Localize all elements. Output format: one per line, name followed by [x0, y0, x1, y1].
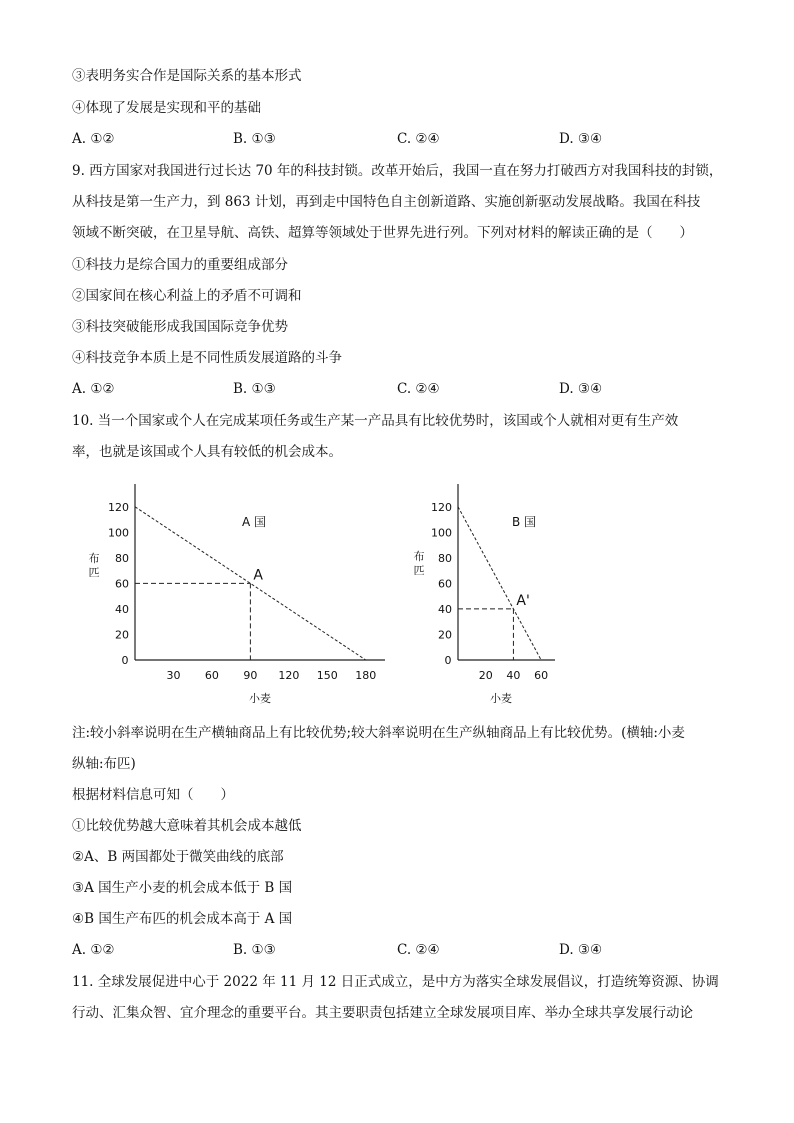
- q10-item-3: ③A 国生产小麦的机会成本低于 B 国: [72, 880, 293, 896]
- x-tick-label: 150: [316, 669, 338, 682]
- x-tick-label: 120: [278, 669, 300, 682]
- y-tick-label: 120: [108, 500, 129, 514]
- q9-item-2: ②国家间在核心利益上的矛盾不可调和: [72, 288, 302, 304]
- x-tick-label: 90: [243, 669, 258, 682]
- x-tick-label: 30: [166, 669, 181, 682]
- q11-stem-line-1: 11. 全球发展促进中心于 2022 年 11 月 12 日正式成立，是中方为落实全球发展倡议，打造统筹资源、协调: [72, 974, 719, 990]
- q9-stem-line-1: 9. 西方国家对我国进行过长达 70 年的科技封锁。改革开始后，我国一直在努力打破西方对我国科技的封锁，: [72, 163, 723, 179]
- q9-option-a: A. ①②: [72, 381, 115, 397]
- y-tick-label: 120: [431, 500, 452, 514]
- x-tick-label: 180: [355, 669, 377, 682]
- production-possibility-line: [458, 507, 541, 660]
- y-axis-label-char: 布: [88, 552, 100, 565]
- chart-country-a: [80, 480, 400, 710]
- x-tick-label: 60: [204, 669, 219, 682]
- y-tick-label: 40: [438, 602, 452, 616]
- chart-title: A 国: [242, 515, 267, 529]
- q8-item-3: ③表明务实合作是国际关系的基本形式: [72, 68, 302, 84]
- q10-option-a: A. ①②: [72, 942, 115, 958]
- y-tick-label: 20: [438, 628, 452, 642]
- q10-item-1: ①比较优势越大意味着其机会成本越低: [72, 818, 302, 834]
- q9-option-c: C. ②④: [397, 381, 440, 397]
- q10-note-line-2: 纵轴:布匹): [72, 756, 136, 772]
- x-tick-label: 40: [506, 669, 521, 682]
- q8-option-a: A. ①②: [72, 131, 115, 147]
- q8-option-c: C. ②④: [397, 131, 440, 147]
- q9-item-1: ①科技力是综合国力的重要组成部分: [72, 257, 288, 273]
- q10-item-2: ②A、B 两国都处于微笑曲线的底部: [72, 849, 284, 865]
- q10-option-b: B. ①③: [233, 942, 276, 958]
- point-label: A: [253, 567, 263, 584]
- q9-item-4: ④科技竞争本质上是不同性质发展道路的斗争: [72, 350, 342, 366]
- q10-option-d: D. ③④: [559, 942, 603, 958]
- y-tick-label: 100: [431, 526, 452, 540]
- q9-option-b: B. ①③: [233, 381, 276, 397]
- y-axis-label-char: 布: [413, 550, 425, 563]
- q10-option-c: C. ②④: [397, 942, 440, 958]
- q9-item-3: ③科技突破能形成我国国际竞争优势: [72, 319, 288, 335]
- point-label: A': [516, 592, 530, 609]
- x-axis-label: 小麦: [249, 692, 271, 705]
- origin-label: 0: [121, 654, 129, 667]
- y-tick-label: 80: [115, 551, 129, 565]
- q8-option-d: D. ③④: [559, 131, 603, 147]
- q10-item-4: ④B 国生产布匹的机会成本高于 A 国: [72, 911, 293, 927]
- x-tick-label: 60: [534, 669, 549, 682]
- q10-prompt: 根据材料信息可知（ ）: [72, 787, 234, 803]
- q9-option-d: D. ③④: [559, 381, 603, 397]
- q8-item-4: ④体现了发展是实现和平的基础: [72, 100, 261, 116]
- y-tick-label: 100: [108, 526, 129, 540]
- y-tick-label: 20: [115, 628, 129, 642]
- y-tick-label: 40: [115, 602, 129, 616]
- chart-country-b: [405, 480, 555, 710]
- q10-note-line-1: 注:较小斜率说明在生产横轴商品上有比较优势;较大斜率说明在生产纵轴商品上有比较优势。(横轴:小麦: [72, 725, 685, 741]
- y-axis-label-char: 匹: [413, 564, 425, 577]
- q9-stem-line-3: 领域不断突破，在卫星导航、高铁、超算等领域处于世界先进行列。下列对材料的解读正确的是（ ）: [72, 225, 693, 241]
- x-tick-label: 20: [478, 669, 493, 682]
- q9-stem-line-2: 从科技是第一生产力，到 863 计划，再到走中国特色自主创新道路、实施创新驱动发展战略。我国在科技: [72, 194, 701, 210]
- y-tick-label: 60: [115, 577, 129, 591]
- x-axis-label: 小麦: [490, 692, 512, 705]
- y-axis-label-char: 匹: [88, 566, 100, 579]
- q8-option-b: B. ①③: [233, 131, 276, 147]
- q11-stem-line-2: 行动、汇集众智、宜介理念的重要平台。其主要职责包括建立全球发展项目库、举办全球共享发展行动论: [72, 1005, 693, 1021]
- origin-label: 0: [444, 654, 452, 667]
- q10-stem-line-2: 率，也就是该国或个人具有较低的机会成本。: [72, 444, 342, 460]
- y-tick-label: 80: [438, 551, 452, 565]
- chart-title: B 国: [512, 515, 537, 529]
- y-tick-label: 60: [438, 577, 452, 591]
- q10-stem-line-1: 10. 当一个国家或个人在完成某项任务或生产某一产品具有比较优势时，该国或个人就相对更有生产效: [72, 413, 679, 429]
